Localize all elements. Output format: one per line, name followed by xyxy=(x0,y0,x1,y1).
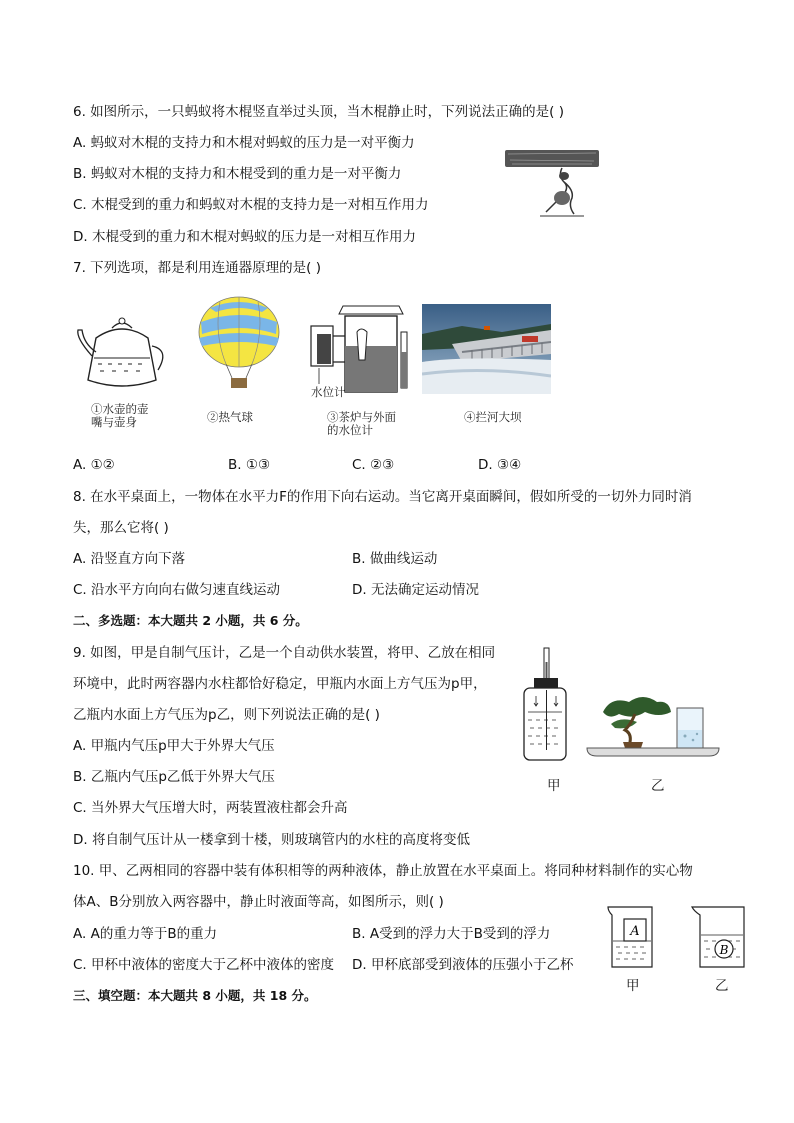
q8-stem-line1: 8. 在水平桌面上，一物体在水平力F的作用下向右运动。当它离开桌面瞬间，假如所受的一切外力同时消 xyxy=(73,489,692,505)
q7-caption-2: ②热气球 xyxy=(207,410,253,424)
dam-photo xyxy=(422,304,551,394)
q8-option-a: A. 沿竖直方向下落 xyxy=(73,551,186,567)
q9-option-b: B. 乙瓶内气压p乙低于外界大气压 xyxy=(73,769,275,785)
q7-caption-4: ④拦河大坝 xyxy=(464,410,522,424)
q9-stem-line1: 9. 如图，甲是自制气压计，乙是一个自动供水装置，将甲、乙放在相同 xyxy=(73,645,496,661)
q7-option-a: A. ①② xyxy=(73,457,115,473)
hot-air-balloon-figure xyxy=(196,296,282,392)
q10-label-jia: 甲 xyxy=(626,978,640,994)
q6-stem: 6. 如图所示，一只蚂蚁将木棍竖直举过头顶，当木棍静止时，下列说法正确的是( ) xyxy=(73,104,564,120)
q7-caption-3-line1: ③茶炉与外面 xyxy=(327,410,396,424)
q9-stem-line3: 乙瓶内水面上方气压为p乙，则下列说法正确的是( ) xyxy=(73,707,380,723)
q7-option-b: B. ①③ xyxy=(228,457,271,473)
q6-option-d: D. 木棍受到的重力和木棍对蚂蚁的压力是一对相互作用力 xyxy=(73,229,416,245)
q9-option-d: D. 将自制气压计从一楼拿到十楼，则玻璃管内的水柱的高度将变低 xyxy=(73,832,470,848)
q10-label-yi: 乙 xyxy=(715,978,729,994)
q9-label-yi: 乙 xyxy=(651,778,665,794)
beaker-jia-figure xyxy=(606,905,658,969)
object-b-label: B xyxy=(719,943,729,957)
q7-water-gauge-label: 水位计 xyxy=(311,385,346,399)
q7-option-c: C. ②③ xyxy=(352,457,395,473)
q10-option-b: B. A受到的浮力大于B受到的浮力 xyxy=(352,926,551,942)
ant-stick-figure xyxy=(502,146,602,218)
teapot-figure xyxy=(72,308,172,400)
q6-option-b: B. 蚂蚁对木棍的支持力和木棍受到的重力是一对平衡力 xyxy=(73,166,402,182)
q10-stem-line1: 10. 甲、乙两相同的容器中装有体积相等的两种液体，静止放置在水平桌面上。将同种材料制作的实心物 xyxy=(73,863,693,879)
q10-option-d: D. 甲杯底部受到液体的压强小于乙杯 xyxy=(352,957,574,973)
q9-option-a: A. 甲瓶内气压p甲大于外界大气压 xyxy=(73,738,275,754)
q8-option-c: C. 沿水平方向向右做匀速直线运动 xyxy=(73,582,281,598)
object-a-label: A xyxy=(630,924,640,939)
q8-option-b: B. 做曲线运动 xyxy=(352,551,438,567)
section-2-heading: 二、多选题：本大题共 2 小题，共 6 分。 xyxy=(73,613,308,628)
section-3-heading: 三、填空题：本大题共 8 小题，共 18 分。 xyxy=(73,988,317,1003)
q7-option-d: D. ③④ xyxy=(478,457,522,473)
q9-stem-line2: 环境中，此时两容器内水柱都恰好稳定，甲瓶内水面上方气压为p甲， xyxy=(73,676,487,692)
q7-caption-1-line1: ①水壶的壶 xyxy=(91,402,149,416)
q10-stem-line2: 体A、B分别放入两容器中，静止时液面等高，如图所示，则( ) xyxy=(73,894,444,910)
q10-option-a: A. A的重力等于B的重力 xyxy=(73,926,218,942)
q8-stem-line2: 失，那么它将( ) xyxy=(73,520,169,536)
q7-caption-1-line2: 嘴与壶身 xyxy=(91,415,137,429)
q7-stem: 7. 下列选项，都是利用连通器原理的是( ) xyxy=(73,260,321,276)
homemade-barometer-figure xyxy=(520,646,570,764)
q6-option-c: C. 木棍受到的重力和蚂蚁对木棍的支持力是一对相互作用力 xyxy=(73,197,429,213)
q10-option-c: C. 甲杯中液体的密度大于乙杯中液体的密度 xyxy=(73,957,335,973)
q9-label-jia: 甲 xyxy=(547,778,561,794)
q6-option-a: A. 蚂蚁对木棍的支持力和木棍对蚂蚁的压力是一对平衡力 xyxy=(73,135,415,151)
beaker-yi-figure xyxy=(690,905,748,969)
q7-caption-3-line2: 的水位计 xyxy=(327,423,373,437)
q9-option-c: C. 当外界大气压增大时，两装置液柱都会升高 xyxy=(73,800,348,816)
auto-water-supply-figure xyxy=(585,690,721,760)
q8-option-d: D. 无法确定运动情况 xyxy=(352,582,479,598)
